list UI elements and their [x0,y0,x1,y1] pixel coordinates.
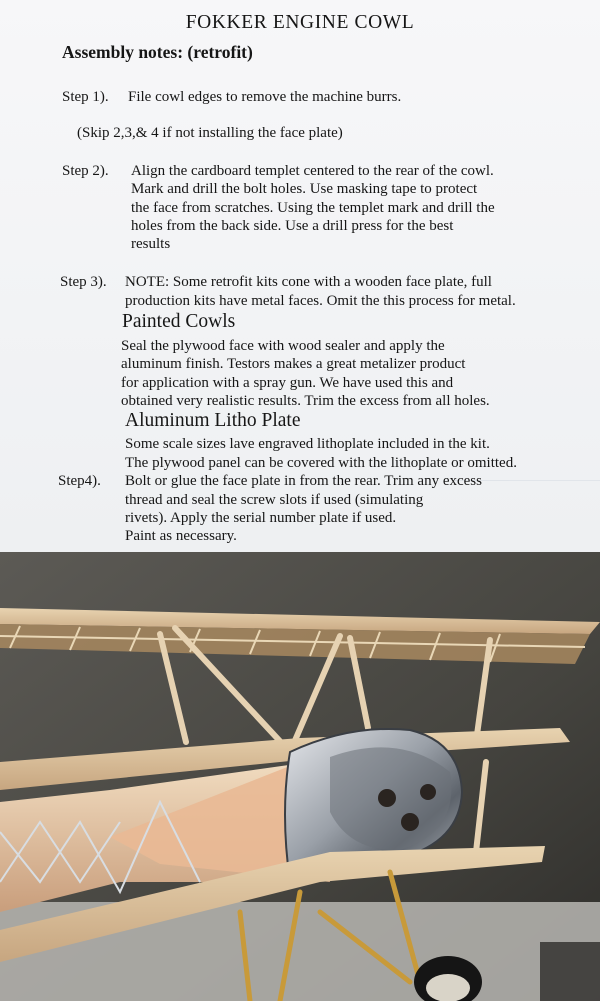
step4-line: thread and seal the screw slots if used (simulating [125,492,424,508]
painted-cowls-heading: Painted Cowls [122,311,236,332]
step2-line: Align the cardboard templet centered to the rear of the cowl. [131,163,494,179]
wheel-hub [426,974,470,1001]
step3-label: Step 3). [60,274,107,290]
step2-line: results [131,236,171,252]
step4-label: Step4). [58,473,101,489]
shadow-right [540,942,600,1001]
litho-plate-heading: Aluminum Litho Plate [125,410,301,431]
step4-line: rivets). Apply the serial number plate if used. [125,510,397,526]
step1-text: File cowl edges to remove the machine burrs. [128,89,402,105]
step4-line: Paint as necessary. [125,528,237,544]
step3-line: NOTE: Some retrofit kits cone with a wooden face plate, full [125,274,492,290]
painted-line: for application with a spray gun. We have used this and [121,375,454,391]
step2-line: the face from scratches. Using the templet mark and drill the [131,200,495,216]
step2-line: holes from the back side. Use a drill press for the best [131,218,454,234]
painted-line: aluminum finish. Testors makes a great metalizer product [121,356,466,372]
step4-line: Bolt or glue the face plate in from the rear. Trim any excess [125,473,482,489]
step1-label: Step 1). [62,89,109,105]
painted-line: obtained very realistic results. Trim the excess from all holes. [121,393,490,409]
skip-note: (Skip 2,3,& 4 if not installing the face plate) [77,125,343,141]
page-title: FOKKER ENGINE COWL [185,12,415,33]
painted-line: Seal the plywood face with wood sealer and apply the [121,338,445,354]
bleed-through-shape [540,104,600,124]
step3-line: production kits have metal faces. Omit the this process for metal. [125,293,516,309]
fokker-model-photo [0,552,600,1001]
step2-line: Mark and drill the bolt holes. Use masking tape to protect [131,181,478,197]
litho-line: Some scale sizes lave engraved lithoplate included in the kit. [125,436,490,452]
litho-line: The plywood panel can be covered with the lithoplate or omitted. [125,455,517,471]
assembly-notes-heading: Assembly notes: (retrofit) [62,42,253,62]
step2-label: Step 2). [62,163,109,179]
